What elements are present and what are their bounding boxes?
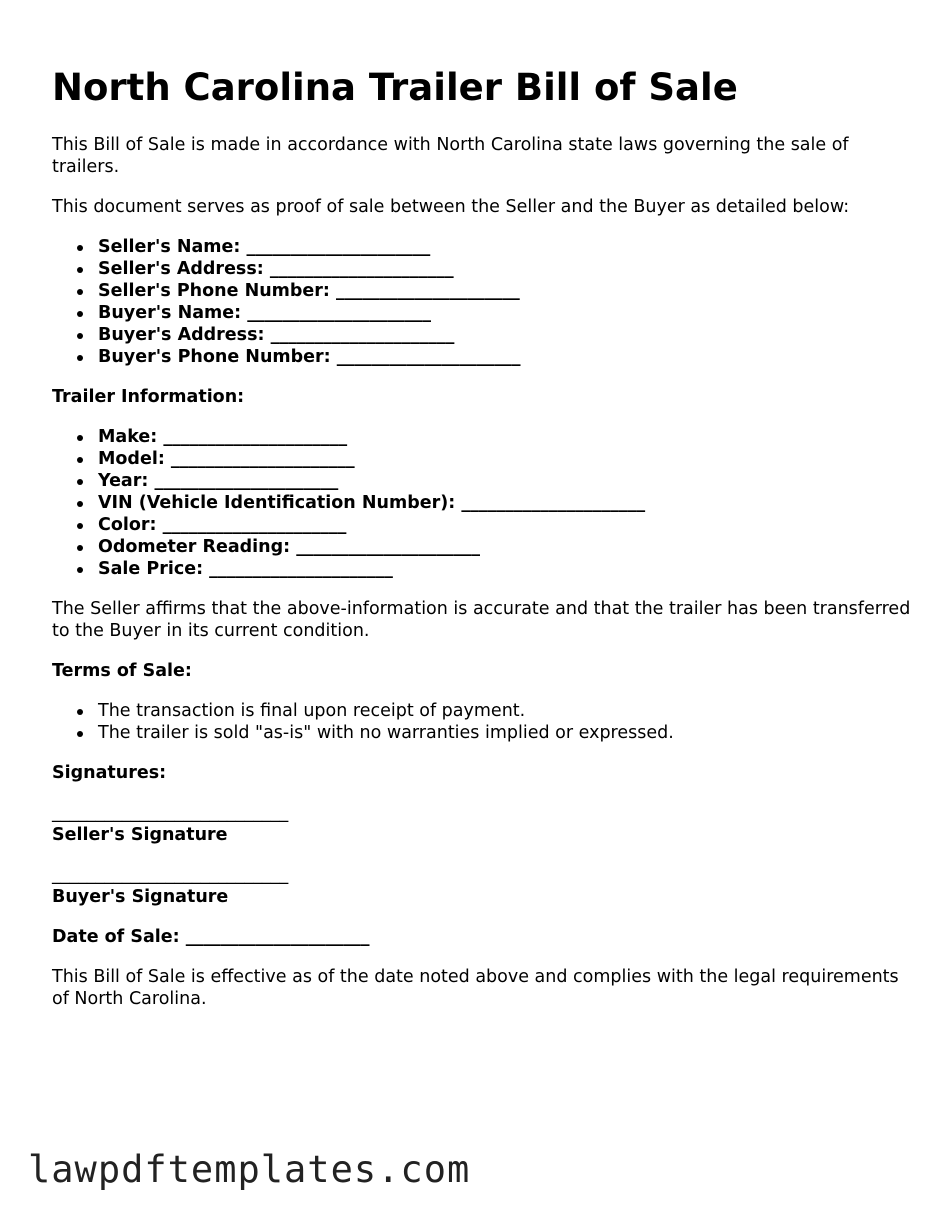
model-field: Model: _____________________ — [98, 448, 912, 470]
seller-name-field: Seller's Name: _____________________ — [98, 236, 912, 258]
seller-phone-field: Seller's Phone Number: _____________________ — [98, 280, 912, 302]
color-field: Color: _____________________ — [98, 514, 912, 536]
affirmation-paragraph: The Seller affirms that the above-information is accurate and that the trailer has been transferred to the Buyer in its current condition. — [52, 599, 911, 641]
footer-brand-watermark: lawpdftemplates.com — [28, 1148, 471, 1191]
sale-price-field: Sale Price: _____________________ — [98, 558, 912, 580]
terms-heading: Terms of Sale: — [52, 661, 192, 681]
seller-signature-block — [52, 802, 912, 846]
buyer-phone-field: Buyer's Phone Number: _____________________ — [98, 346, 912, 368]
document-page — [52, 62, 912, 1028]
parties-list — [52, 236, 912, 368]
trailer-info-heading: Trailer Information: — [52, 387, 245, 407]
buyer-signature-label: Buyer's Signature — [52, 887, 229, 907]
document-title: North Carolina Trailer Bill of Sale — [52, 66, 738, 109]
buyer-signature-block — [52, 864, 912, 908]
signatures-heading: Signatures: — [52, 763, 167, 783]
intro-paragraph: This Bill of Sale is made in accordance with North Carolina state laws governing the sale of trailers. — [52, 135, 849, 177]
term-item: The transaction is final upon receipt of payment. — [98, 700, 912, 722]
term-item: The trailer is sold "as-is" with no warranties implied or expressed. — [98, 722, 912, 744]
intro-paragraph: This document serves as proof of sale between the Seller and the Buyer as detailed below: — [52, 197, 850, 217]
buyer-address-field: Buyer's Address: _____________________ — [98, 324, 912, 346]
seller-signature-label: Seller's Signature — [52, 825, 228, 845]
buyer-signature-line: ___________________________ — [52, 865, 289, 885]
buyer-name-field: Buyer's Name: _____________________ — [98, 302, 912, 324]
closing-paragraph: This Bill of Sale is effective as of the date noted above and complies with the legal requirements of North Carolina. — [52, 967, 899, 1009]
trailer-info-list — [52, 426, 912, 580]
date-of-sale-field: Date of Sale: _____________________ — [52, 927, 370, 947]
seller-address-field: Seller's Address: _____________________ — [98, 258, 912, 280]
year-field: Year: _____________________ — [98, 470, 912, 492]
make-field: Make: _____________________ — [98, 426, 912, 448]
odometer-field: Odometer Reading: _____________________ — [98, 536, 912, 558]
vin-field: VIN (Vehicle Identification Number): _____________________ — [98, 492, 912, 514]
terms-list — [52, 700, 912, 744]
seller-signature-line: ___________________________ — [52, 803, 289, 823]
